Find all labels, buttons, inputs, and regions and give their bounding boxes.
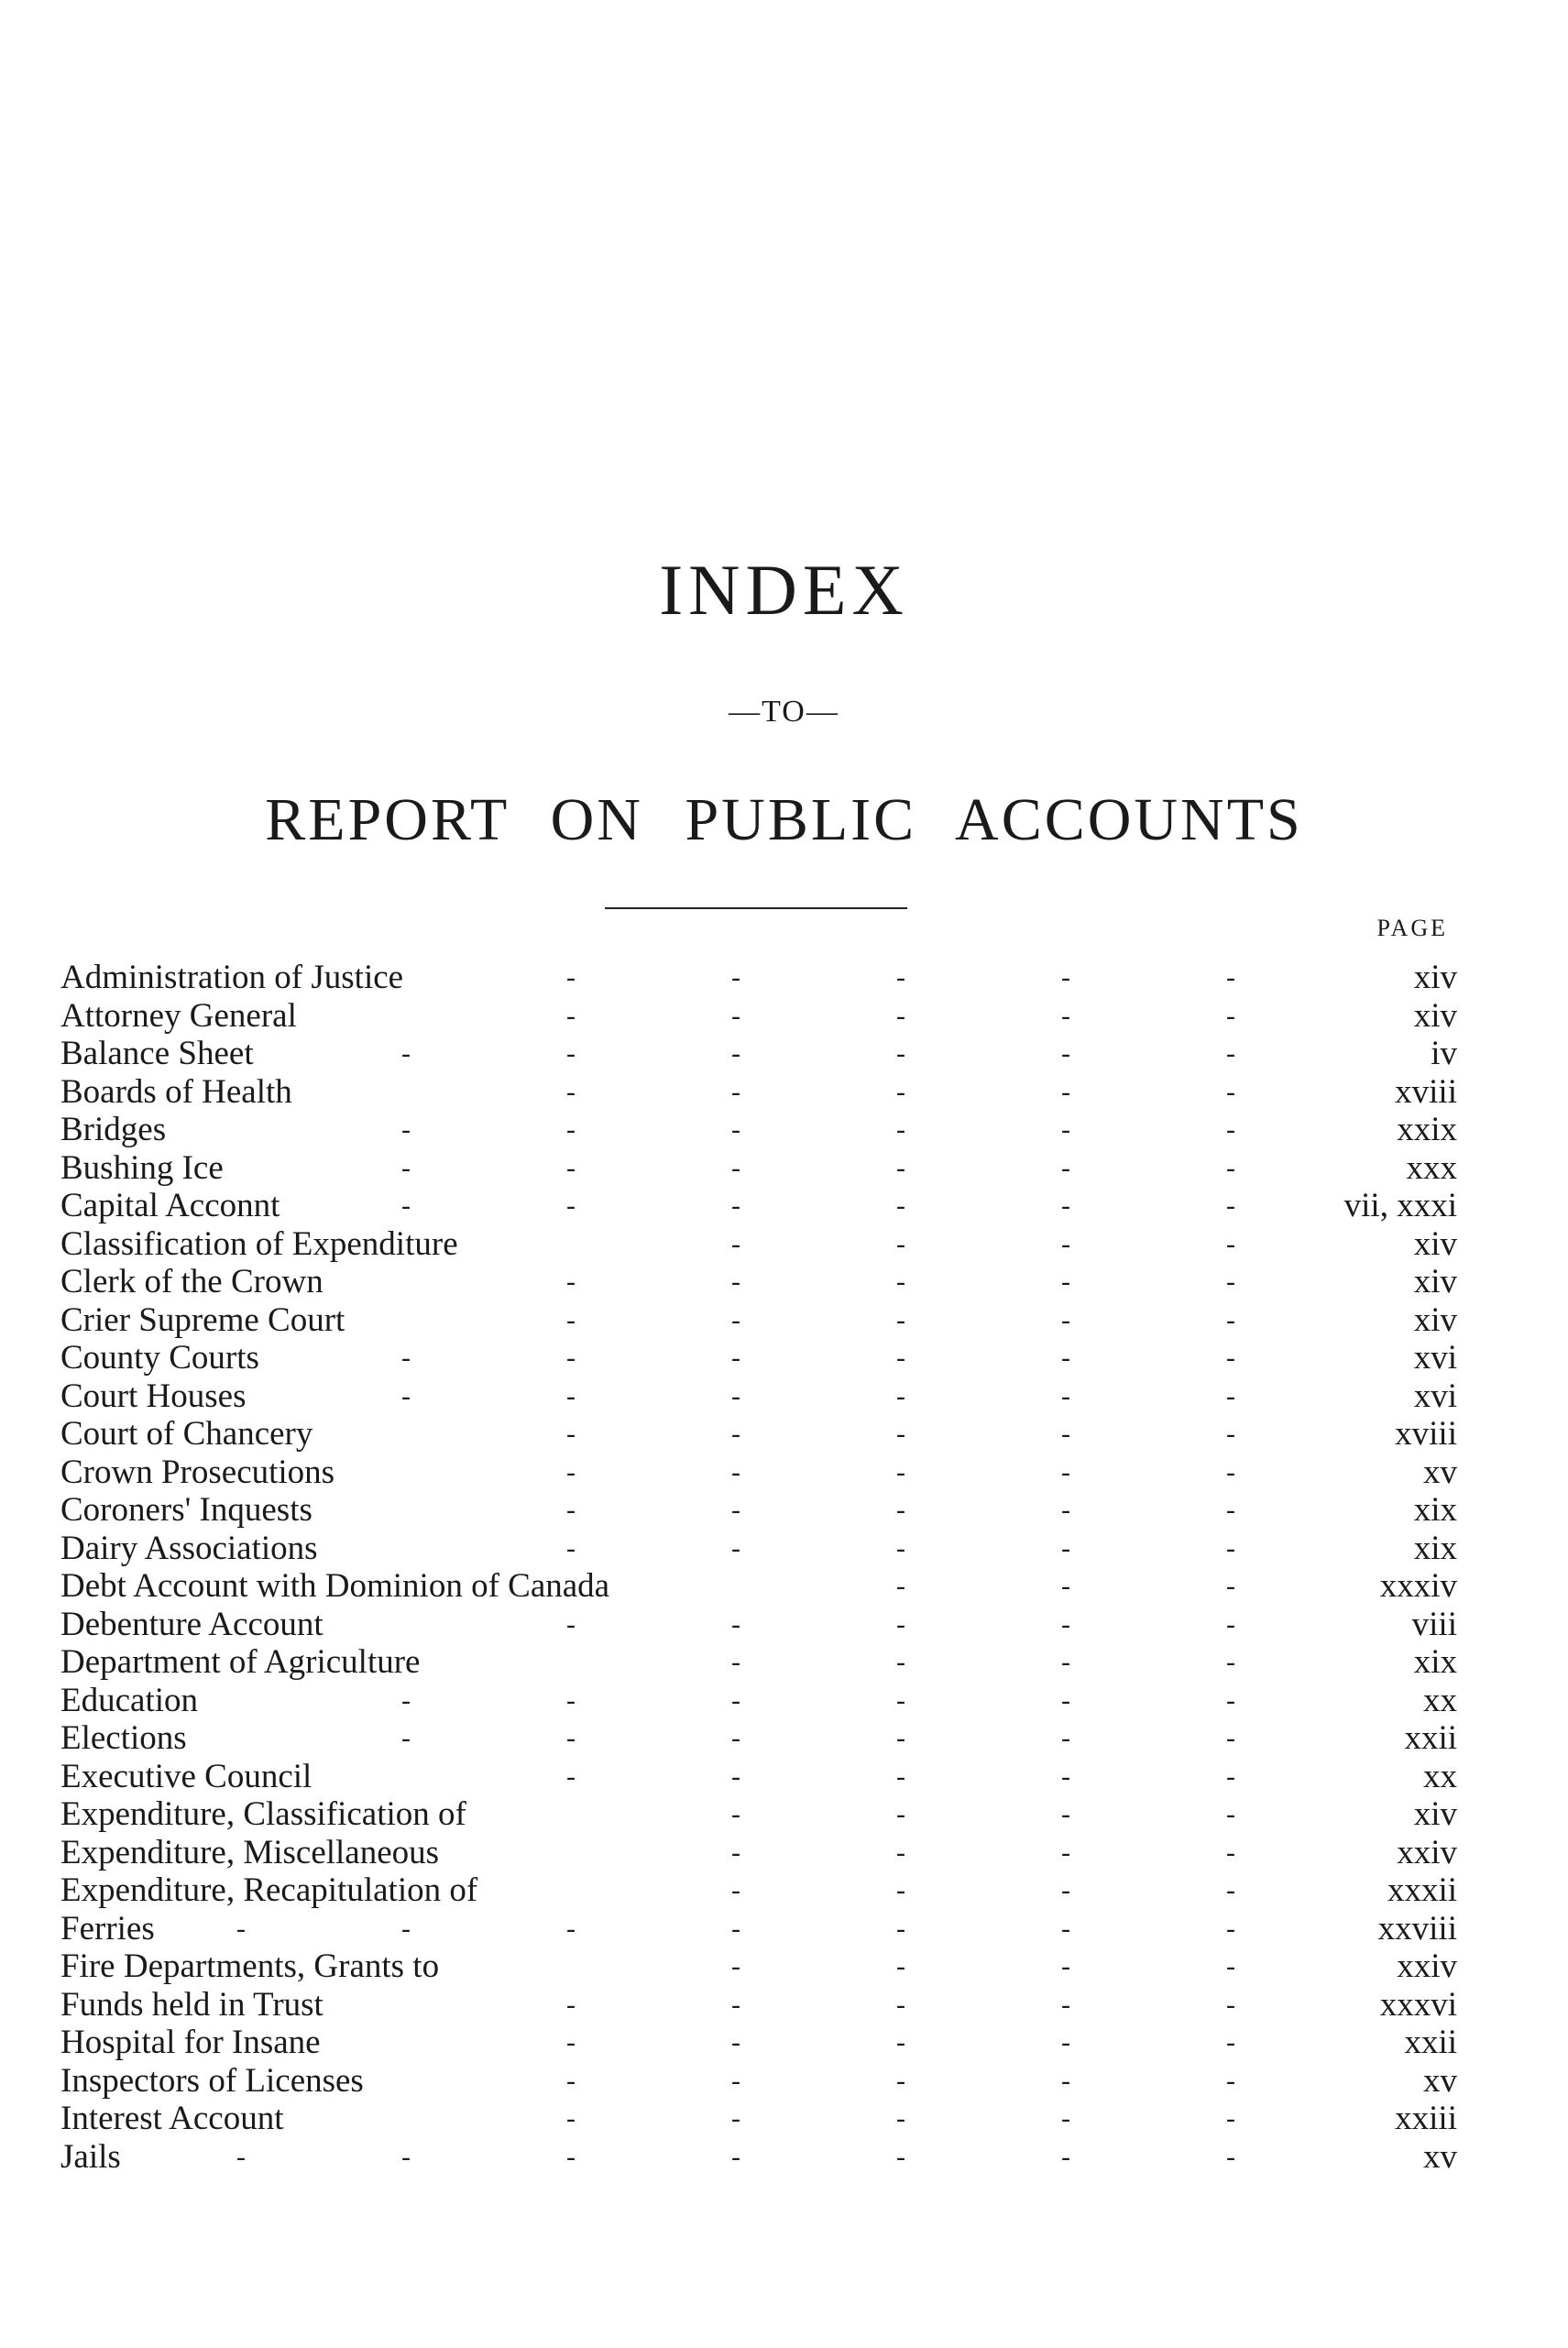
leader-dash: - — [566, 1152, 576, 1183]
leader-dash: - — [896, 1152, 905, 1183]
leader-dash: - — [1061, 1684, 1070, 1716]
entry-label: Dairy Associations — [60, 1529, 318, 1567]
leader-dash: - — [896, 1989, 905, 2020]
entry-label: Expenditure, Recapitulation of — [60, 1871, 478, 1909]
entry-page: xx — [1423, 1681, 1457, 1719]
entry-page: xiv — [1413, 1300, 1457, 1339]
entry-page: xxxvi — [1379, 1985, 1457, 2024]
leader-dash: - — [731, 2065, 740, 2096]
entry-label: Bridges — [60, 1111, 167, 1148]
leader-dash: - — [896, 2103, 905, 2134]
title-rule — [605, 907, 907, 909]
leader-dash: - — [1061, 1380, 1070, 1411]
index-entries — [60, 959, 1457, 2176]
entry-page: xiv — [1413, 1224, 1457, 1263]
entry-label: Crown Prosecutions — [60, 1453, 335, 1491]
leader-dash: - — [896, 1076, 905, 1107]
entry-page: iv — [1431, 1035, 1457, 1072]
leader-dash: - — [1061, 1228, 1070, 1259]
leader-dash: - — [1061, 1495, 1070, 1525]
leader-dash: - — [1226, 1380, 1235, 1411]
index-entry — [60, 1491, 1457, 1530]
entry-page: xix — [1413, 1491, 1457, 1529]
index-entry — [60, 1795, 1457, 1834]
leader-dash: - — [731, 1190, 740, 1221]
leader-dash: - — [1061, 1304, 1070, 1335]
leader-dash: - — [1226, 1723, 1235, 1753]
entry-page: xxx — [1406, 1148, 1457, 1187]
leader-dash: - — [1226, 1228, 1235, 1259]
leader-dash: - — [1061, 1875, 1070, 1905]
leader-dash: - — [401, 2141, 411, 2172]
index-entry — [60, 2100, 1457, 2138]
entry-page: xv — [1423, 2061, 1457, 2100]
leader-dash: - — [566, 2027, 576, 2057]
leader-dash: - — [896, 1837, 905, 1868]
leader-dash: - — [1061, 2141, 1070, 2172]
leader-dash: - — [1226, 1608, 1235, 1640]
page-column-heading: PAGE — [1376, 915, 1448, 941]
entry-label: Elections — [60, 1719, 187, 1757]
index-entry — [60, 2062, 1457, 2101]
leader-dash: - — [896, 1913, 905, 1944]
leader-dash: - — [731, 1608, 740, 1640]
index-entry — [60, 1187, 1457, 1225]
leader-dash: - — [566, 1761, 576, 1792]
index-entry — [60, 1871, 1457, 1910]
leader-dash: - — [1226, 1571, 1235, 1601]
entry-page: xxiv — [1397, 1948, 1457, 1985]
leader-dash: - — [896, 1419, 905, 1449]
leader-dash: - — [1061, 1456, 1070, 1487]
leader-dash: - — [1061, 1608, 1070, 1640]
leader-dash: - — [896, 1684, 905, 1716]
index-entry — [60, 1415, 1457, 1454]
leader-dash: - — [1226, 1837, 1235, 1868]
leader-dash: - — [1061, 1419, 1070, 1449]
leader-dash: - — [1061, 1837, 1070, 1868]
index-entry — [60, 1225, 1457, 1264]
leader-dash: - — [566, 962, 576, 993]
leader-dash: - — [731, 1799, 740, 1829]
leader-dash: - — [1061, 1190, 1070, 1221]
leader-dash: - — [401, 1684, 411, 1716]
leader-dash: - — [566, 1913, 576, 1944]
leader-dash: - — [566, 1989, 576, 2020]
entry-page: vii, xxxi — [1343, 1187, 1457, 1224]
entry-page: xv — [1423, 2137, 1457, 2176]
entry-label: Capital Acconnt — [60, 1187, 280, 1224]
leader-dash: - — [896, 1228, 905, 1259]
leader-dash: - — [1226, 1456, 1235, 1487]
leader-dash: - — [566, 1076, 576, 1107]
entry-page: xiv — [1413, 1795, 1457, 1833]
entry-label: Ferries — [60, 1909, 155, 1948]
index-entry — [60, 959, 1457, 997]
index-entry — [60, 997, 1457, 1036]
leader-dash: - — [731, 962, 740, 993]
index-entry — [60, 1339, 1457, 1377]
leader-dash: - — [1061, 1152, 1070, 1183]
leader-dash: - — [1226, 1343, 1235, 1373]
leader-dash: - — [731, 1723, 740, 1753]
leader-dash: - — [1226, 1799, 1235, 1829]
entry-label: Inspectors of Licenses — [60, 2061, 364, 2100]
leader-dash: - — [896, 1456, 905, 1487]
entry-page: xviii — [1395, 1072, 1457, 1111]
entry-page: xix — [1413, 1529, 1457, 1567]
index-entry — [60, 1606, 1457, 1644]
index-entry — [60, 1567, 1457, 1606]
entry-page: xxxii — [1387, 1871, 1457, 1909]
leader-dash: - — [731, 1495, 740, 1525]
entry-page: xiv — [1413, 996, 1457, 1035]
entry-label: Department of Agriculture — [60, 1643, 421, 1681]
entry-label: Court Houses — [60, 1377, 247, 1415]
leader-dash: - — [731, 1267, 740, 1297]
leader-dash: - — [1226, 1532, 1235, 1564]
index-entry — [60, 1834, 1457, 1872]
entry-page: xxii — [1404, 1719, 1457, 1757]
entry-page: viii — [1411, 1605, 1457, 1643]
leader-dash: - — [731, 1684, 740, 1716]
entry-label: Court of Chancery — [60, 1415, 313, 1453]
entry-label: Interest Account — [60, 2100, 284, 2137]
entry-label: Coroners' Inquests — [60, 1491, 313, 1529]
leader-dash: - — [731, 1647, 740, 1677]
leader-dash: - — [1226, 1304, 1235, 1335]
entry-page: xxiii — [1395, 2100, 1457, 2137]
leader-dash: - — [896, 1723, 905, 1753]
leader-dash: - — [236, 1913, 246, 1944]
leader-dash: - — [731, 2141, 740, 2172]
leader-dash: - — [1226, 2103, 1235, 2134]
leader-dash: - — [731, 1380, 740, 1411]
leader-dash: - — [731, 1875, 740, 1905]
to-line: —TO— — [729, 695, 839, 729]
leader-dash: - — [1226, 1761, 1235, 1792]
leader-dash: - — [566, 1495, 576, 1525]
leader-dash: - — [401, 1038, 411, 1069]
leader-dash: - — [1061, 1799, 1070, 1829]
leader-dash: - — [1061, 2027, 1070, 2057]
leader-dash: - — [896, 1875, 905, 1905]
entry-page: xxiv — [1397, 1833, 1457, 1871]
index-entry — [60, 1758, 1457, 1796]
index-entry — [60, 1263, 1457, 1301]
index-entry — [60, 1719, 1457, 1758]
leader-dash: - — [731, 1989, 740, 2020]
leader-dash: - — [401, 1190, 411, 1221]
entry-label: Hospital for Insane — [60, 2024, 321, 2061]
entry-label: Crier Supreme Court — [60, 1300, 345, 1339]
entry-page: xxix — [1397, 1111, 1457, 1148]
index-entry — [60, 1035, 1457, 1073]
report-title: REPORT ON PUBLIC ACCOUNTS — [265, 786, 1303, 853]
entry-label: Expenditure, Miscellaneous — [60, 1833, 440, 1871]
entry-label: Attorney General — [60, 996, 297, 1035]
leader-dash: - — [896, 2027, 905, 2057]
leader-dash: - — [1061, 1343, 1070, 1373]
leader-dash: - — [1061, 1723, 1070, 1753]
leader-dash: - — [731, 1913, 740, 1944]
index-entry — [60, 1948, 1457, 1986]
leader-dash: - — [731, 1837, 740, 1868]
leader-dash: - — [1061, 1647, 1070, 1677]
leader-dash: - — [401, 1913, 411, 1944]
entry-label: Executive Council — [60, 1757, 313, 1795]
entry-label: Education — [60, 1681, 199, 1719]
leader-dash: - — [1226, 1038, 1235, 1069]
leader-dash: - — [1061, 1076, 1070, 1107]
index-entry — [60, 1643, 1457, 1682]
leader-dash: - — [1061, 1951, 1070, 1981]
leader-dash: - — [1226, 962, 1235, 993]
leader-dash: - — [566, 1190, 576, 1221]
leader-dash: - — [896, 1495, 905, 1525]
leader-dash: - — [566, 1000, 576, 1031]
leader-dash: - — [1226, 1913, 1235, 1944]
entry-label: Jails — [60, 2137, 121, 2176]
leader-dash: - — [896, 1343, 905, 1373]
leader-dash: - — [731, 1343, 740, 1373]
leader-dash: - — [731, 1152, 740, 1183]
index-entry — [60, 1682, 1457, 1720]
index-entry — [60, 1149, 1457, 1188]
entry-page: xviii — [1395, 1415, 1457, 1453]
leader-dash: - — [236, 2141, 246, 2172]
leader-dash: - — [401, 1114, 411, 1145]
entry-page: xvi — [1413, 1339, 1457, 1377]
index-entry — [60, 1301, 1457, 1340]
entry-label: Classification of Expenditure — [60, 1224, 458, 1263]
leader-dash: - — [566, 1304, 576, 1335]
entry-label: Balance Sheet — [60, 1035, 254, 1072]
entry-label: Debt Account with Dominion of Canada — [60, 1567, 610, 1605]
leader-dash: - — [1226, 1267, 1235, 1297]
entry-page: xix — [1413, 1643, 1457, 1681]
leader-dash: - — [896, 1571, 905, 1601]
leader-dash: - — [731, 1532, 740, 1564]
entry-page: xx — [1423, 1757, 1457, 1795]
leader-dash: - — [1226, 1989, 1235, 2020]
leader-dash: - — [1061, 1913, 1070, 1944]
leader-dash: - — [896, 1951, 905, 1981]
leader-dash: - — [566, 1267, 576, 1297]
leader-dash: - — [566, 1114, 576, 1145]
leader-dash: - — [1226, 1190, 1235, 1221]
entry-label: Bushing Ice — [60, 1148, 224, 1187]
leader-dash: - — [1061, 1038, 1070, 1069]
leader-dash: - — [731, 1304, 740, 1335]
leader-dash: - — [1226, 1684, 1235, 1716]
leader-dash: - — [896, 1380, 905, 1411]
leader-dash: - — [566, 1608, 576, 1640]
leader-dash: - — [566, 2065, 576, 2096]
leader-dash: - — [896, 1647, 905, 1677]
leader-dash: - — [566, 1723, 576, 1753]
leader-dash: - — [896, 962, 905, 993]
entry-label: Administration of Justice — [60, 959, 404, 996]
leader-dash: - — [896, 2141, 905, 2172]
leader-dash: - — [566, 1419, 576, 1449]
leader-dash: - — [896, 2065, 905, 2096]
leader-dash: - — [566, 1343, 576, 1373]
leader-dash: - — [1061, 962, 1070, 993]
index-entry — [60, 2024, 1457, 2062]
leader-dash: - — [896, 1114, 905, 1145]
leader-dash: - — [731, 2103, 740, 2134]
leader-dash: - — [896, 1000, 905, 1031]
leader-dash: - — [1226, 1875, 1235, 1905]
leader-dash: - — [1061, 1989, 1070, 2020]
leader-dash: - — [1061, 1114, 1070, 1145]
leader-dash: - — [1061, 2103, 1070, 2134]
leader-dash: - — [1061, 1532, 1070, 1564]
entry-page: xxviii — [1377, 1909, 1457, 1948]
entry-label: Fire Departments, Grants to — [60, 1948, 440, 1985]
leader-dash: - — [731, 1761, 740, 1792]
leader-dash: - — [731, 1456, 740, 1487]
leader-dash: - — [1226, 2065, 1235, 2096]
leader-dash: - — [731, 1114, 740, 1145]
leader-dash: - — [731, 1951, 740, 1981]
leader-dash: - — [566, 1380, 576, 1411]
leader-dash: - — [896, 1608, 905, 1640]
leader-dash: - — [1226, 1951, 1235, 1981]
leader-dash: - — [1226, 2027, 1235, 2057]
leader-dash: - — [731, 2027, 740, 2057]
leader-dash: - — [896, 1267, 905, 1297]
leader-dash: - — [1061, 1000, 1070, 1031]
leader-dash: - — [401, 1723, 411, 1753]
leader-dash: - — [896, 1190, 905, 1221]
leader-dash: - — [566, 1532, 576, 1564]
index-entry — [60, 1910, 1457, 1948]
leader-dash: - — [566, 1456, 576, 1487]
leader-dash: - — [731, 1419, 740, 1449]
leader-dash: - — [731, 1038, 740, 1069]
index-entry — [60, 1530, 1457, 1568]
leader-dash: - — [896, 1761, 905, 1792]
leader-dash: - — [1061, 1267, 1070, 1297]
leader-dash: - — [1226, 1495, 1235, 1525]
leader-dash: - — [896, 1532, 905, 1564]
entry-label: County Courts — [60, 1339, 259, 1377]
leader-dash: - — [896, 1038, 905, 1069]
entry-label: Funds held in Trust — [60, 1985, 323, 2024]
index-entry — [60, 2138, 1457, 2177]
leader-dash: - — [1061, 2065, 1070, 2096]
index-entry — [60, 1454, 1457, 1492]
leader-dash: - — [1226, 1419, 1235, 1449]
leader-dash: - — [566, 2141, 576, 2172]
entry-page: xiv — [1413, 959, 1457, 996]
leader-dash: - — [1226, 1114, 1235, 1145]
entry-page: xvi — [1413, 1377, 1457, 1415]
leader-dash: - — [566, 1038, 576, 1069]
leader-dash: - — [896, 1304, 905, 1335]
entry-page: xiv — [1413, 1263, 1457, 1300]
entry-label: Debenture Account — [60, 1605, 323, 1643]
leader-dash: - — [1226, 1000, 1235, 1031]
leader-dash: - — [401, 1343, 411, 1373]
entry-page: xv — [1423, 1453, 1457, 1491]
leader-dash: - — [401, 1152, 411, 1183]
leader-dash: - — [896, 1799, 905, 1829]
entry-page: xxii — [1404, 2024, 1457, 2061]
entry-label: Boards of Health — [60, 1072, 292, 1111]
index-entry — [60, 1111, 1457, 1149]
leader-dash: - — [1226, 1152, 1235, 1183]
leader-dash: - — [566, 2103, 576, 2134]
leader-dash: - — [731, 1076, 740, 1107]
index-title: INDEX — [659, 550, 909, 630]
leader-dash: - — [731, 1228, 740, 1259]
leader-dash: - — [731, 1000, 740, 1031]
index-entry — [60, 1073, 1457, 1112]
entry-label: Clerk of the Crown — [60, 1263, 323, 1300]
leader-dash: - — [401, 1380, 411, 1411]
entry-label: Expenditure, Classification of — [60, 1795, 466, 1833]
leader-dash: - — [1226, 1076, 1235, 1107]
leader-dash: - — [1061, 1571, 1070, 1601]
entry-page: xxxiv — [1379, 1567, 1457, 1605]
leader-dash: - — [566, 1684, 576, 1716]
leader-dash: - — [1061, 1761, 1070, 1792]
index-entry — [60, 1377, 1457, 1416]
leader-dash: - — [1226, 1647, 1235, 1677]
leader-dash: - — [1226, 2141, 1235, 2172]
index-entry — [60, 1986, 1457, 2024]
